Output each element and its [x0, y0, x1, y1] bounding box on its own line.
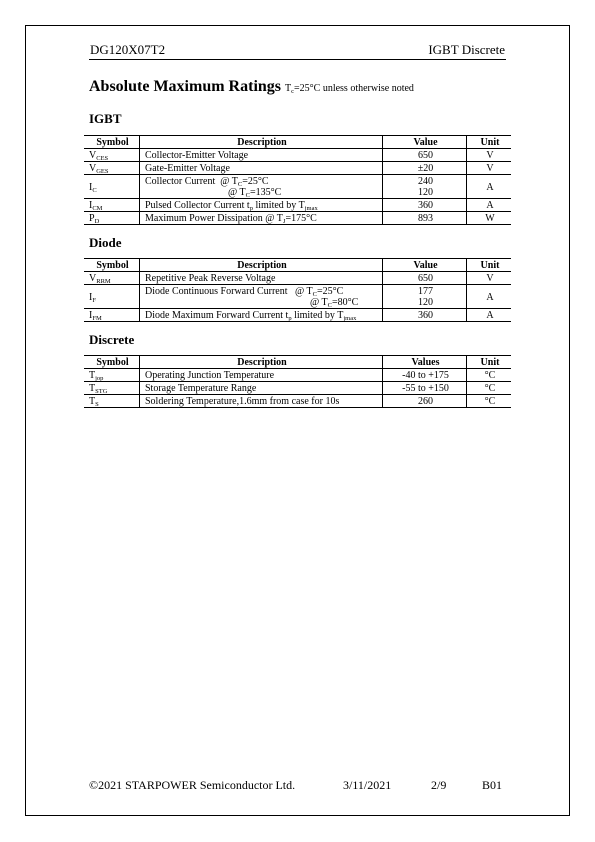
revision: B01	[482, 778, 503, 792]
description-cell: Soldering Temperature,1.6mm from case for 10s	[140, 395, 383, 408]
description-cell: Operating Junction Temperature	[140, 369, 383, 382]
col-unit: Unit	[467, 356, 512, 369]
section-heading-diode: Diode	[89, 235, 122, 250]
page-number: 2/9	[431, 778, 447, 792]
table-row	[84, 199, 511, 212]
unit-cell: A	[467, 309, 512, 322]
symbol-cell: $V_{RRM}$	[84, 272, 140, 285]
unit-cell: A	[467, 285, 512, 309]
description-cell: Diode Continuous Forward Current @ $T_C=25^\circ C$ @ $T_C=80^\circ C$	[140, 285, 383, 309]
table-header-row	[84, 136, 511, 149]
copyright: ©2021 STARPOWER Semiconductor Ltd.	[89, 778, 296, 792]
description-cell: Gate-Emitter Voltage	[140, 162, 383, 175]
symbol-cell: $T_{STG}$	[84, 382, 140, 395]
unit-cell: V	[467, 149, 512, 162]
table-row	[84, 382, 511, 395]
symbol-cell: $V_{CES}$	[84, 149, 140, 162]
footer-date: 3/11/2021	[343, 778, 392, 792]
description-cell: Collector-Emitter Voltage	[140, 149, 383, 162]
col-symbol: Symbol	[84, 259, 140, 272]
description-cell: Storage Temperature Range	[140, 382, 383, 395]
unit-cell: °C	[467, 369, 512, 382]
value-cell: 893	[383, 212, 467, 225]
unit-cell: V	[467, 162, 512, 175]
col-values: Values	[383, 356, 467, 369]
table-row	[84, 395, 511, 408]
table-row	[84, 212, 511, 225]
col-description: Description	[140, 356, 383, 369]
part-number: DG120X07T2	[90, 42, 166, 57]
title-main: Absolute Maximum Ratings	[89, 78, 282, 95]
discrete-ratings-table	[84, 355, 511, 408]
page-header	[89, 42, 506, 60]
description-cell: Maximum Power Dissipation @ $T_J=175^\circ C$	[140, 212, 383, 225]
unit-cell: A	[467, 199, 512, 212]
value-cell: 240 120	[383, 175, 467, 199]
value-cell: ±20	[383, 162, 467, 175]
value-cell: -40 to +175	[383, 369, 467, 382]
diode-ratings-table	[84, 258, 511, 322]
symbol-cell: $P_D$	[84, 212, 140, 225]
table-row	[84, 272, 511, 285]
col-unit: Unit	[467, 136, 512, 149]
table-row	[84, 162, 511, 175]
table-header-row	[84, 356, 511, 369]
col-value: Value	[383, 136, 467, 149]
col-symbol: Symbol	[84, 136, 140, 149]
title-condition: $T_c=25^\circ C$ unless otherwise noted	[285, 83, 414, 95]
unit-cell: °C	[467, 395, 512, 408]
symbol-cell: $V_{GES}$	[84, 162, 140, 175]
table-header-row	[84, 259, 511, 272]
section-heading-discrete: Discrete	[89, 332, 135, 347]
section-heading-igbt: IGBT	[89, 111, 122, 126]
igbt-ratings-table	[84, 135, 511, 225]
col-symbol: Symbol	[84, 356, 140, 369]
value-cell: 650	[383, 149, 467, 162]
col-description: Description	[140, 259, 383, 272]
unit-cell: W	[467, 212, 512, 225]
table-row	[84, 149, 511, 162]
table-row	[84, 285, 511, 309]
symbol-cell: $T_S$	[84, 395, 140, 408]
table-row	[84, 369, 511, 382]
unit-cell: A	[467, 175, 512, 199]
description-cell: Diode Maximum Forward Current $t_p$ limited by $T_{jmax}$	[140, 309, 383, 322]
description-cell: Collector Current @ $T_C=25^\circ C$ @ $T_C=135^\circ C$	[140, 175, 383, 199]
col-unit: Unit	[467, 259, 512, 272]
col-value: Value	[383, 259, 467, 272]
description-cell: Repetitive Peak Reverse Voltage	[140, 272, 383, 285]
page-title	[89, 78, 414, 96]
description-cell: Pulsed Collector Current $t_p$ limited by $T_{jmax}$	[140, 199, 383, 212]
symbol-cell: $I_C$	[84, 175, 140, 199]
symbol-cell: $T_{jop}$	[84, 369, 140, 382]
value-cell: 360	[383, 199, 467, 212]
col-description: Description	[140, 136, 383, 149]
value-cell: -55 to +150	[383, 382, 467, 395]
table-row	[84, 309, 511, 322]
unit-cell: °C	[467, 382, 512, 395]
symbol-cell: $I_{FM}$	[84, 309, 140, 322]
value-cell: 360	[383, 309, 467, 322]
value-cell: 650	[383, 272, 467, 285]
table-row	[84, 175, 511, 199]
value-cell: 260	[383, 395, 467, 408]
symbol-cell: $I_{CM}$	[84, 199, 140, 212]
value-cell: 177 120	[383, 285, 467, 309]
symbol-cell: $I_F$	[84, 285, 140, 309]
unit-cell: V	[467, 272, 512, 285]
document-type: IGBT Discrete	[428, 42, 505, 57]
